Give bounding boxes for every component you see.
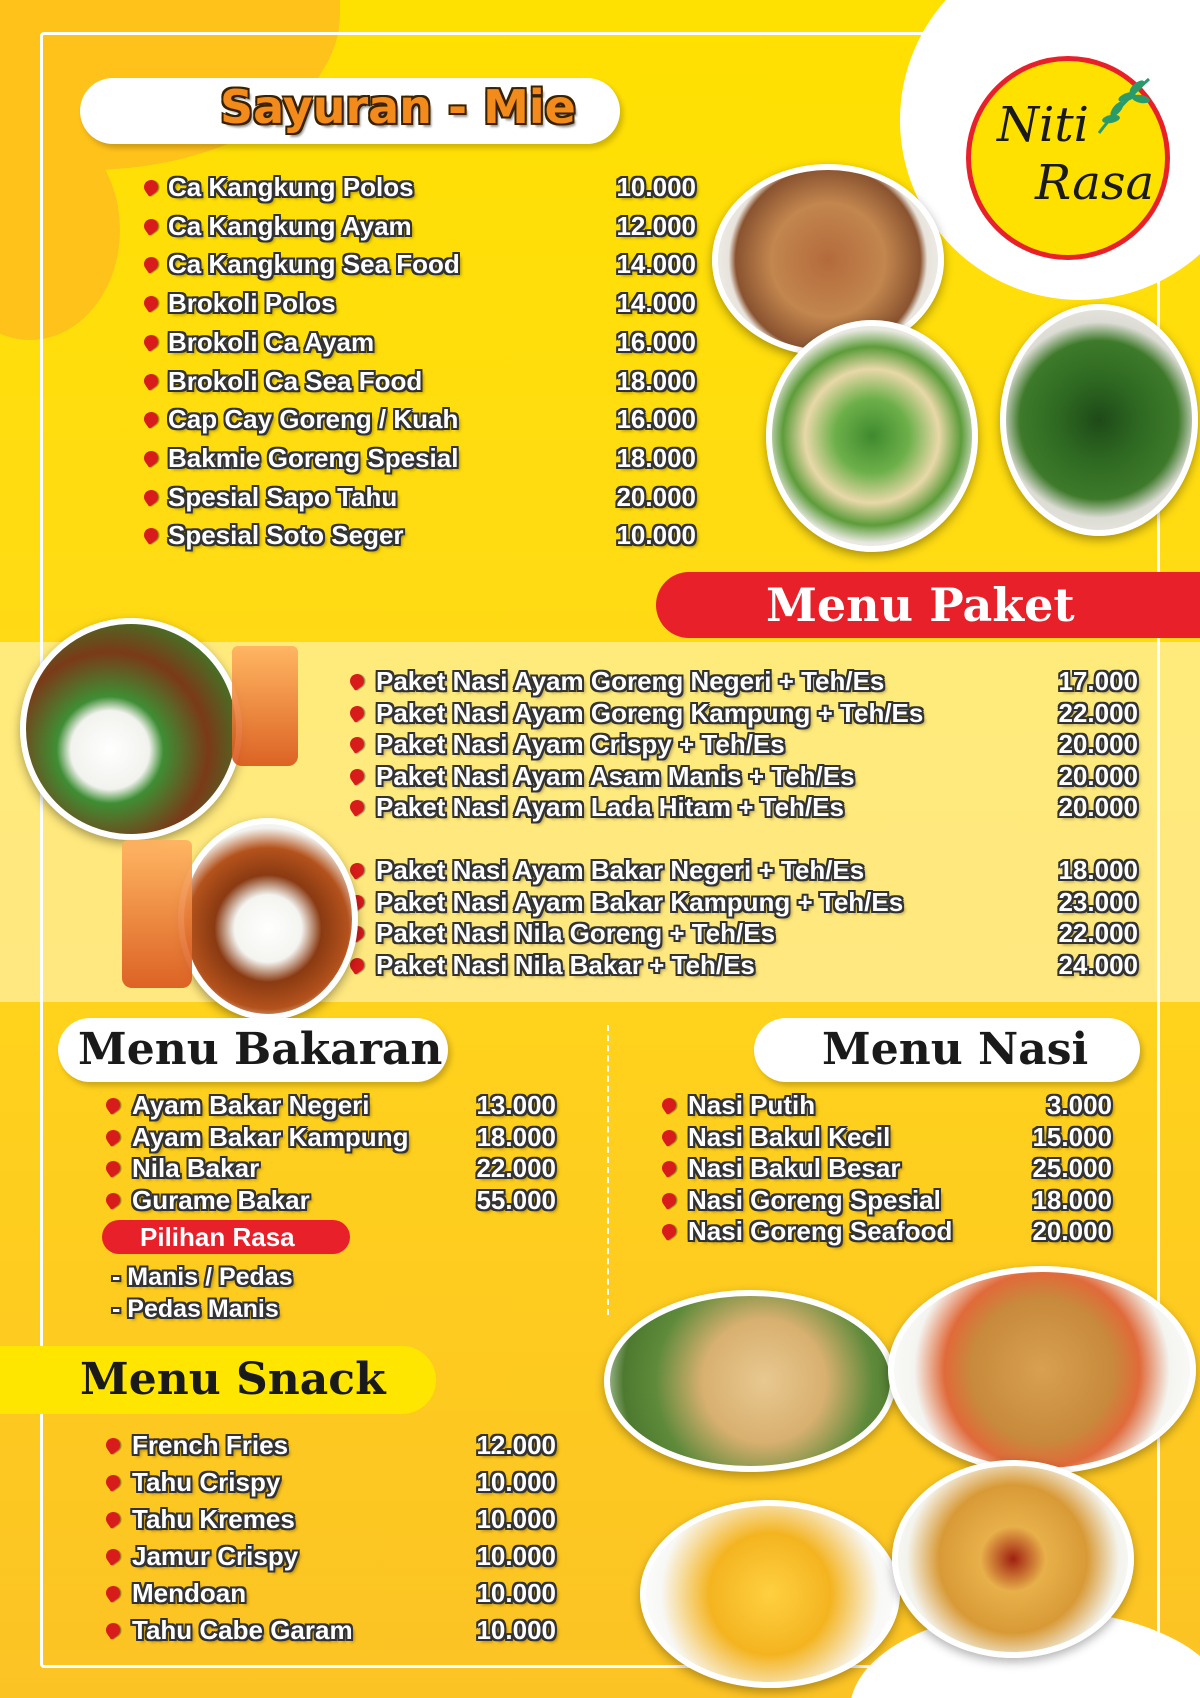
paket-item-price: 23.000 <box>1058 886 1138 917</box>
brand-name-line1: Niti <box>997 97 1089 153</box>
sayuran-item-price: 10.000 <box>616 520 696 551</box>
french-fries-photo <box>640 1500 900 1688</box>
sayuran-item-price: 18.000 <box>616 442 696 473</box>
paket-item-price: 22.000 <box>1058 918 1138 948</box>
snack-item-name: Tahu Kremes <box>132 1504 295 1534</box>
kangkung-dish-photo <box>1000 304 1198 536</box>
nasi-item-name: Nasi Bakul Besar <box>688 1153 901 1183</box>
paket-item-price: 24.000 <box>1058 949 1138 980</box>
paket-item-name: Paket Nasi Ayam Goreng Kampung + Teh/Es <box>376 697 924 728</box>
es-teh-glass-2 <box>122 840 192 988</box>
column-divider <box>607 1025 609 1315</box>
bakaran-item-name: Ayam Bakar Kampung <box>132 1121 409 1152</box>
jamur-crispy-photo <box>604 1290 896 1472</box>
sayuran-title: Sayuran - Mie <box>220 80 576 134</box>
sayuran-item-price: 14.000 <box>616 288 696 319</box>
paket-item-name: Paket Nasi Ayam Crispy + Teh/Es <box>376 729 785 759</box>
paket-item-name: Paket Nasi Ayam Bakar Negeri + Teh/Es <box>376 855 865 885</box>
sayuran-item-name: Spesial Soto Seger <box>168 520 404 551</box>
brand-logo <box>966 56 1170 260</box>
paket-item-name: Paket Nasi Nila Bakar + Teh/Es <box>376 949 755 980</box>
paket-item-name: Paket Nasi Nila Goreng + Teh/Es <box>376 918 776 948</box>
paket-item-name: Paket Nasi Ayam Asam Manis + Teh/Es <box>376 760 855 791</box>
paket-item-name: Paket Nasi Ayam Bakar Kampung + Teh/Es <box>376 886 904 917</box>
es-teh-glass-1 <box>232 646 298 766</box>
sayuran-item-price: 20.000 <box>616 481 696 512</box>
paket-item-name: Paket Nasi Ayam Lada Hitam + Teh/Es <box>376 792 844 822</box>
sayuran-item-price: 16.000 <box>616 404 696 435</box>
nasi-goreng-photo <box>888 1266 1196 1474</box>
bakaran-item-name: Gurame Bakar <box>132 1184 310 1215</box>
pilihan-rasa-option-1: - Manis / Pedas <box>112 1263 293 1291</box>
nasi-item-price: 15.000 <box>1032 1121 1112 1152</box>
snack-item-name: Mendoan <box>132 1578 247 1608</box>
sayuran-item-name: Brokoli Polos <box>168 288 336 319</box>
pilihan-rasa-title: Pilihan Rasa <box>140 1222 295 1252</box>
nasi-item-name: Nasi Goreng Spesial <box>688 1184 941 1215</box>
snack-item-price: 12.000 <box>476 1430 556 1460</box>
pilihan-rasa-option-2: - Pedas Manis <box>112 1295 279 1323</box>
paket-item-price: 17.000 <box>1058 666 1138 696</box>
sayuran-item-name: Ca Kangkung Polos <box>168 172 414 202</box>
bakaran-item-price: 22.000 <box>476 1153 556 1183</box>
snack-item-price: 10.000 <box>476 1615 556 1645</box>
nasi-item-name: Nasi Bakul Kecil <box>688 1121 891 1152</box>
bakaran-item-name: Ayam Bakar Negeri <box>132 1090 370 1120</box>
sayuran-item-name: Spesial Sapo Tahu <box>168 481 398 512</box>
bakaran-item-price: 13.000 <box>476 1090 556 1120</box>
paket-item-name: Paket Nasi Ayam Goreng Negeri + Teh/Es <box>376 666 885 696</box>
snack-item-name: Jamur Crispy <box>132 1541 299 1571</box>
snack-item-price: 10.000 <box>476 1578 556 1608</box>
sayuran-item-price: 14.000 <box>616 249 696 280</box>
sayuran-item-name: Ca Kangkung Ayam <box>168 210 412 241</box>
mendoan-photo <box>892 1460 1134 1658</box>
nasi-item-price: 18.000 <box>1032 1184 1112 1215</box>
sayuran-item-price: 18.000 <box>616 365 696 396</box>
paket-item-price: 18.000 <box>1058 855 1138 885</box>
bakaran-item-price: 18.000 <box>476 1121 556 1152</box>
brokoli-dish-photo <box>766 320 978 552</box>
bakaran-item-price: 55.000 <box>476 1184 556 1215</box>
snack-item-name: French Fries <box>132 1430 289 1460</box>
brand-name-line2: Rasa <box>1035 155 1155 211</box>
nasi-item-price: 3.000 <box>1046 1090 1112 1120</box>
snack-item-price: 10.000 <box>476 1504 556 1534</box>
paket-item-price: 20.000 <box>1058 729 1138 759</box>
sayuran-item-name: Brokoli Ca Sea Food <box>168 365 423 396</box>
nasi-title: Menu Nasi <box>822 1024 1089 1075</box>
sayuran-item-name: Ca Kangkung Sea Food <box>168 249 460 280</box>
nasi-item-price: 25.000 <box>1032 1153 1112 1183</box>
paket-item-price: 20.000 <box>1058 760 1138 791</box>
leaf-icon <box>1089 71 1159 141</box>
nasi-item-price: 20.000 <box>1032 1216 1112 1246</box>
sayuran-item-price: 16.000 <box>616 326 696 357</box>
nasi-item-name: Nasi Putih <box>688 1090 816 1120</box>
bakaran-item-name: Nila Bakar <box>132 1153 260 1183</box>
snack-item-name: Tahu Crispy <box>132 1467 281 1497</box>
paket-item-price: 22.000 <box>1058 697 1138 728</box>
sayuran-item-name: Cap Cay Goreng / Kuah <box>168 404 459 435</box>
sayuran-item-price: 12.000 <box>616 210 696 241</box>
snack-item-name: Tahu Cabe Garam <box>132 1615 353 1645</box>
ayam-goreng-photo <box>20 618 242 840</box>
paket-item-price: 20.000 <box>1058 792 1138 822</box>
sayuran-item-name: Brokoli Ca Ayam <box>168 326 375 357</box>
snack-item-price: 10.000 <box>476 1467 556 1497</box>
nasi-item-name: Nasi Goreng Seafood <box>688 1216 953 1246</box>
snack-title: Menu Snack <box>80 1354 386 1405</box>
ikan-bakar-photo <box>178 818 358 1020</box>
bakaran-title: Menu Bakaran <box>78 1024 443 1075</box>
sayuran-item-price: 10.000 <box>616 172 696 202</box>
paket-title: Menu Paket <box>766 578 1075 632</box>
snack-item-price: 10.000 <box>476 1541 556 1571</box>
sayuran-item-name: Bakmie Goreng Spesial <box>168 442 459 473</box>
